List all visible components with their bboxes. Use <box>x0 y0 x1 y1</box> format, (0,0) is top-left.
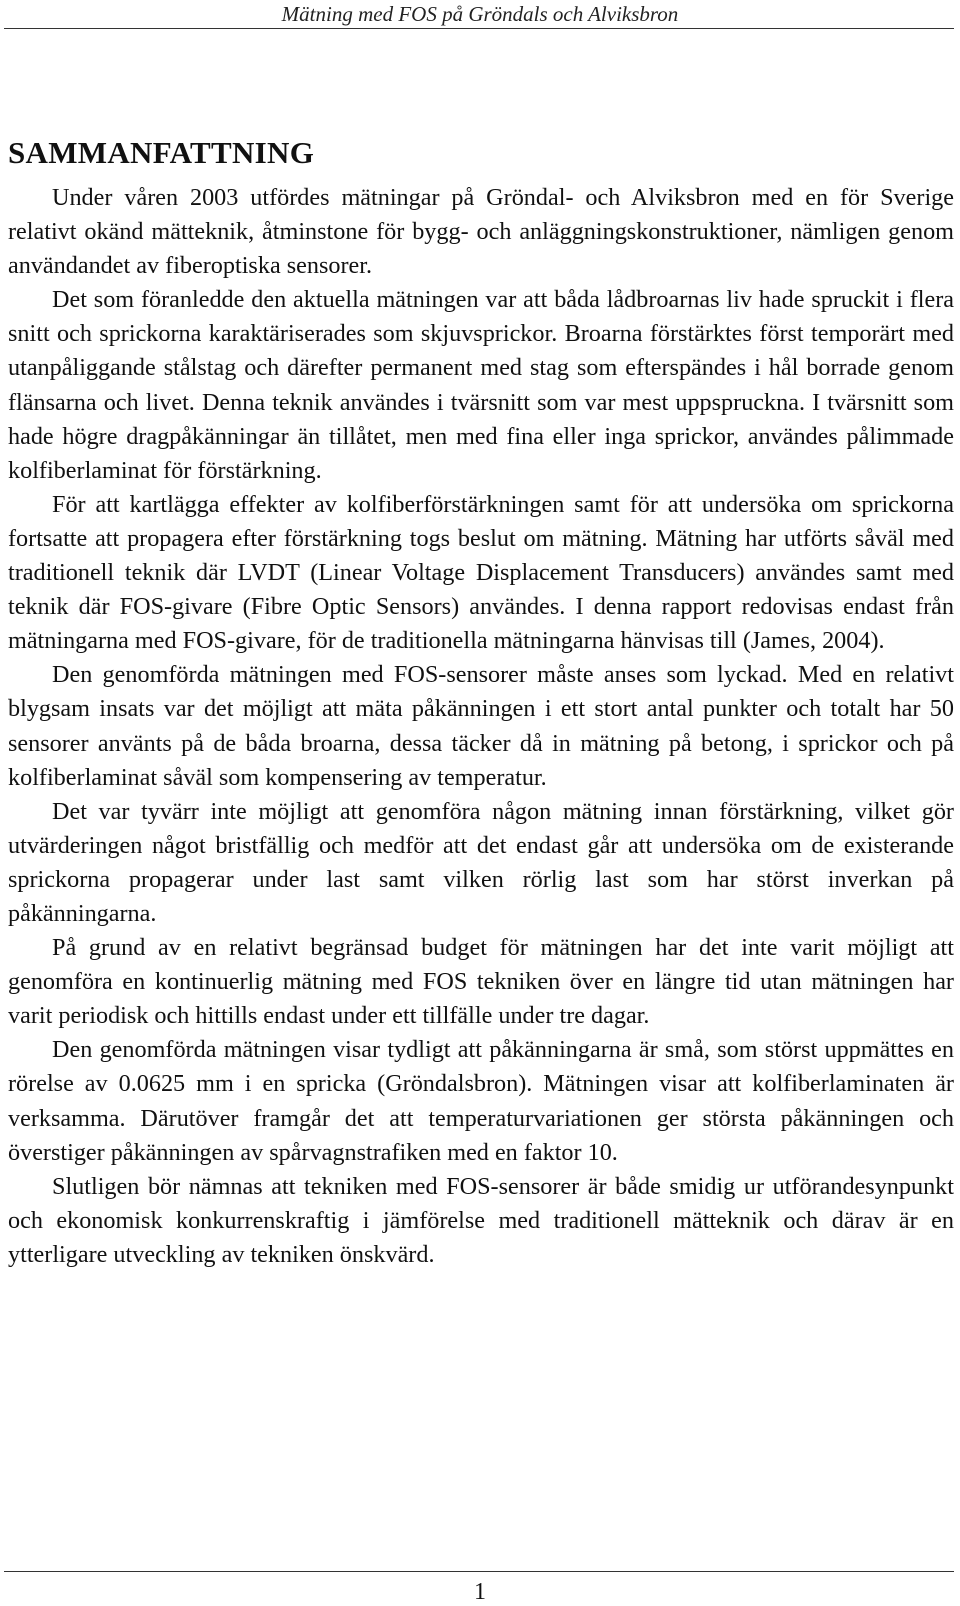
header-divider <box>4 28 954 29</box>
paragraph-background: Det som föranledde den aktuella mätningen var att båda lådbroarnas liv hade spruckit i flera snitt och sprickorna karaktäriserades som skjuvsprickor. Broarna förstärktes först temporärt med utanpåliggande stålstag och därefter permanent med stag som efterspändes i hål borrade genom flänsarna och livet. Denna teknik användes i tvärsnitt som var mest uppspruckna. I tvärsnitt som hade högre dragpåkänningar än tillåtet, men med fina eller inga sprickor, användes pålimmade kolfiberlaminat för förstärkning. <box>8 286 954 484</box>
paragraph-measurement-purpose: För att kartlägga effekter av kolfiberförstärkningen samt för att undersöka om sprickorna fortsatte att propagera efter förstärkning togs beslut om mätning. Mätning har utförts såväl med traditionell teknik där LVDT (Linear Voltage Displacement Transducers) användes samt med teknik där FOS-givare (Fibre Optic Sensors) användes. I denna rapport redovisas endast från mätningarna med FOS-givare, för de traditionella mätningarna hänvisas till (James, 2004). <box>8 490 954 655</box>
paragraph-intro: Under våren 2003 utfördes mätningar på Gröndal- och Alviksbron med en för Sverige relativt okänd mätteknik, åtminstone för bygg- och anläggningskonstruktioner, nämligen genom användandet av fiberoptiska sensorer. <box>8 184 954 280</box>
paragraph-conclusion: Slutligen bör nämnas att tekniken med FOS-sensorer är både smidig ur utförandesynpunkt och ekonomisk konkurrenskraftig i jämförelse med traditionell mätteknik och därav är en ytterligare utveckling av tekniken önskvärd. <box>8 1172 954 1268</box>
paragraph-limitation: Det var tyvärr inte möjligt att genomföra någon mätning innan förstärkning, vilket gör utvärderingen något bristfällig och medför att det endast går att undersöka om de existerande sprickorna propagerar under last samt vilken rörlig last som har störst inverkan på påkänningarna. <box>8 797 954 927</box>
paragraph-result-success: Den genomförda mätningen med FOS-sensorer måste anses som lyckad. Med en relativt blygsam insats var det möjligt att mäta påkänningen i ett stort antal punkter och totalt har 50 sensorer använts på de båda broarna, dessa täcker då in mätning på betong, i sprickor och på kolfiberlaminat såväl som kompensering av temperatur. <box>8 661 954 791</box>
paragraph-findings: Den genomförda mätningen visar tydligt att påkänningarna är små, som störst uppmättes en rörelse av 0.0625 mm i en spricka (Gröndalsbron). Mätningen visar att kolfiberlaminaten är verksamma. Därutöver framgår det att temperaturvariationen ger största påkänningen och överstiger påkänningen av spårvagnstrafiken med en faktor 10. <box>8 1036 954 1166</box>
paragraph-budget: På grund av en relativt begränsad budget för mätningen har det inte varit möjligt att genomföra en kontinuerlig mätning med FOS tekniken över en längre tid utan mätningen har varit periodisk och hittills endast under ett tillfälle under tre dagar. <box>8 934 954 1030</box>
footer-divider <box>4 1571 954 1572</box>
section-title: SAMMANFATTNING <box>8 135 315 170</box>
running-header: Mätning med FOS på Gröndals och Alviksbron <box>281 2 679 26</box>
document-body <box>8 134 954 1272</box>
page-number: 1 <box>474 1579 486 1605</box>
